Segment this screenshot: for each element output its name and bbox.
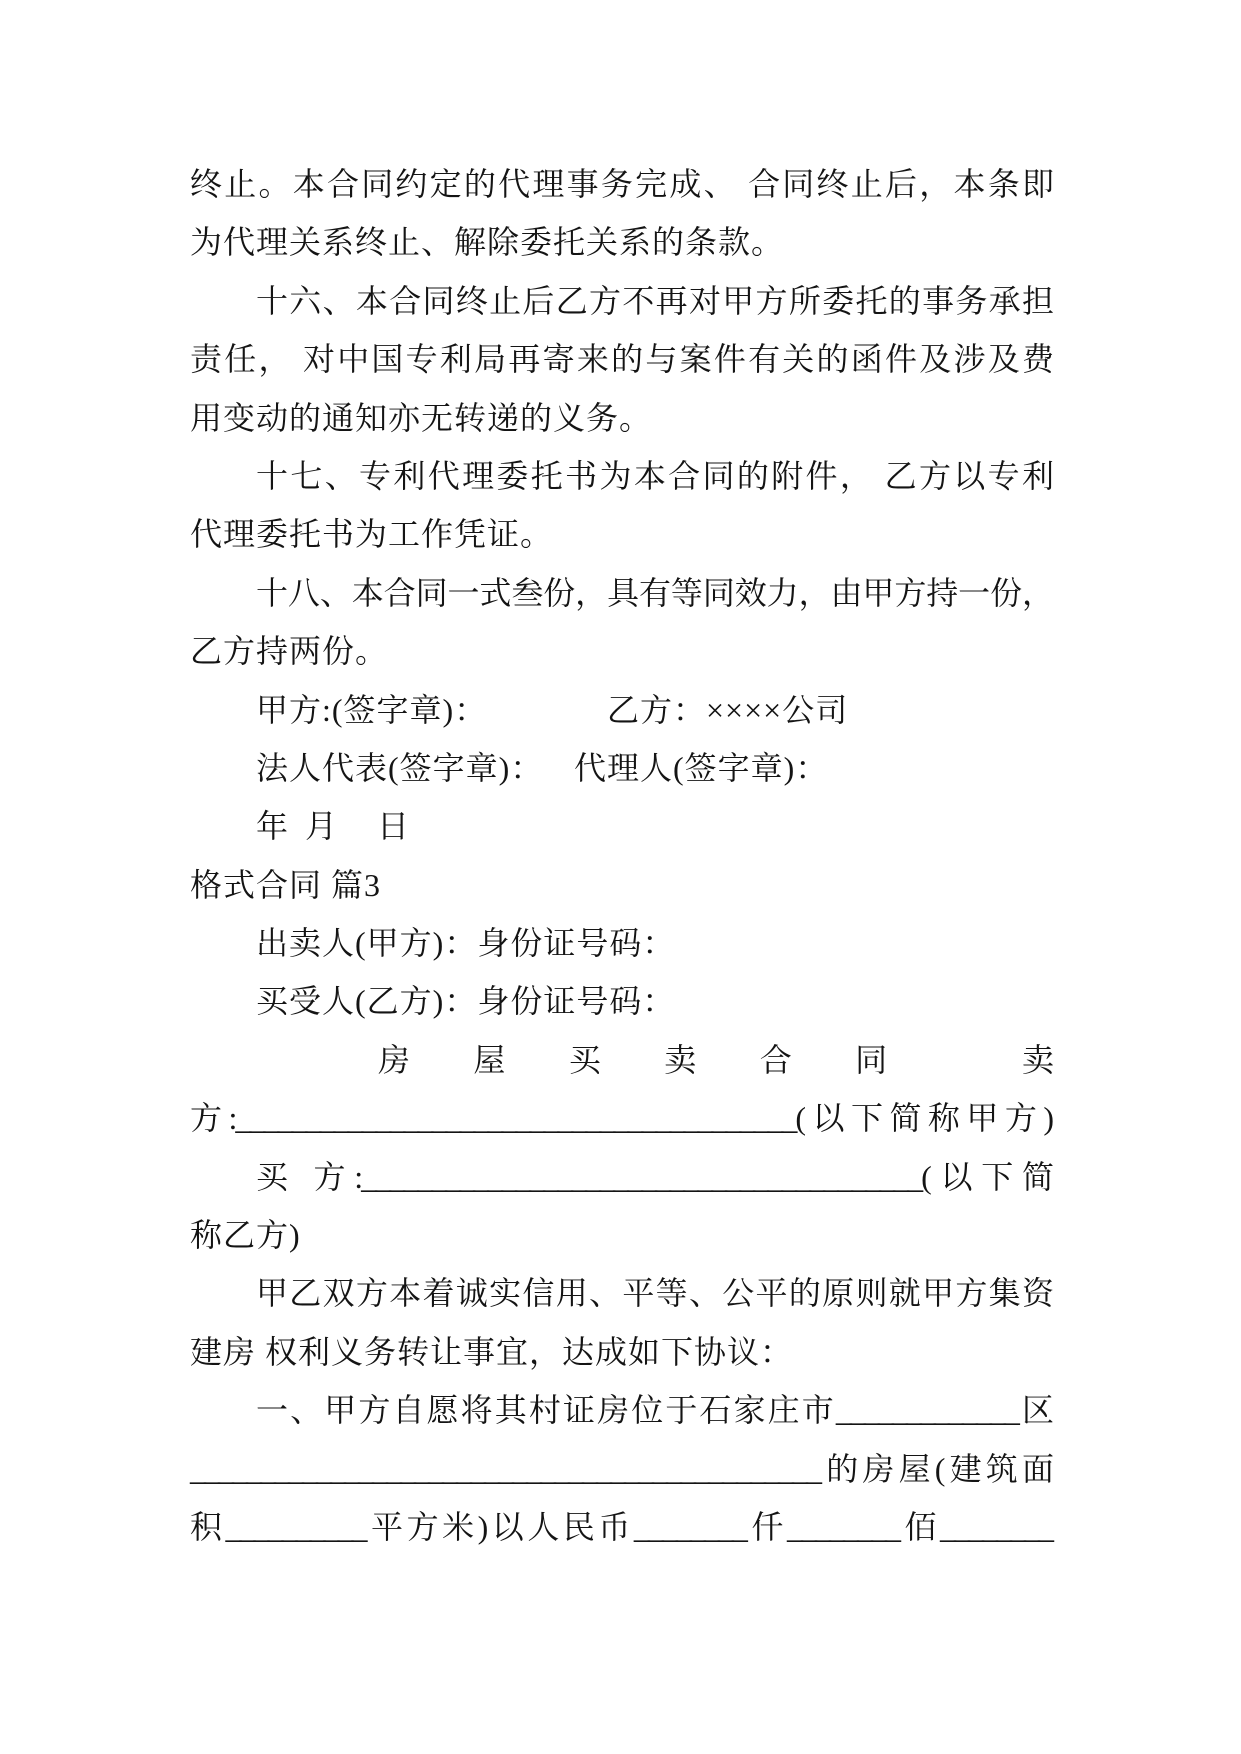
preamble-line: 甲乙双方本着诚实信用、平等、公平的原则就甲方集资 [256,1275,1052,1312]
date-month-label: 月 [305,808,339,845]
clause-18-line: 十八、本合同一式叁份，具有等同效力，由甲方持一份， [256,574,1052,611]
clause-16-line: 十六、本合同终止后乙方不再对甲方所委托的事务承担 [256,282,1052,319]
date-day-label: 日 [377,808,411,845]
seller-name-blank-line: 方:________________________________________(以下简称甲方) [190,1100,1052,1137]
clause-15-line: 终止。本合同约定的代理事务完成、 合同终止后，本条即 [190,166,1052,202]
section-heading: 格式合同 篇3 [190,866,382,903]
party-a-signature-label: 甲方:(签字章)： [256,691,488,728]
buyer-name-blank-line: 买 方:________________________________________(以下简 [256,1158,1052,1195]
clause-16-line: 用变动的通知亦无转递的义务。 [190,399,653,436]
article-1-line: _____________________________________________的房屋(建筑面 [190,1450,1052,1487]
legal-rep-signature-label: 法人代表(签字章)： [256,749,544,786]
article-1-line: 积__________平方米)以人民币________仟________佰________ [190,1508,1052,1545]
party-b-signature-label: 乙方：××××公司 [607,691,849,728]
buyer-id-line: 买受人(乙方)：身份证号码： [256,983,676,1020]
clause-15-line: 为代理关系终止、解除委托关系的条款。 [190,224,785,261]
clause-17-line: 十七、专利代理委托书为本合同的附件， 乙方以专利 [256,457,1052,494]
preamble-line: 建房 权利义务转让事宜，达成如下协议： [190,1333,794,1370]
signature-row-representatives [190,739,1052,797]
buyer-name-blank-line-end: 称乙方) [190,1217,301,1254]
clause-16-line: 责任， 对中国专利局再寄来的与案件有关的函件及涉及费 [190,341,1052,378]
contract-title-line: 房屋买卖合同 卖 [378,1041,1052,1078]
article-1-line: 一、甲方自愿将其村证房位于石家庄市_____________区 [256,1392,1052,1429]
document-body [190,155,1052,1556]
date-year-label: 年 [256,808,290,845]
clause-17-line: 代理委托书为工作凭证。 [190,516,554,553]
agent-signature-label: 代理人(签字章)： [574,749,829,786]
seller-id-line: 出卖人(甲方)：身份证号码： [256,925,676,962]
signature-row-parties [190,681,1052,739]
clause-18-line: 乙方持两份。 [190,633,389,670]
signature-date-row [190,797,1052,855]
